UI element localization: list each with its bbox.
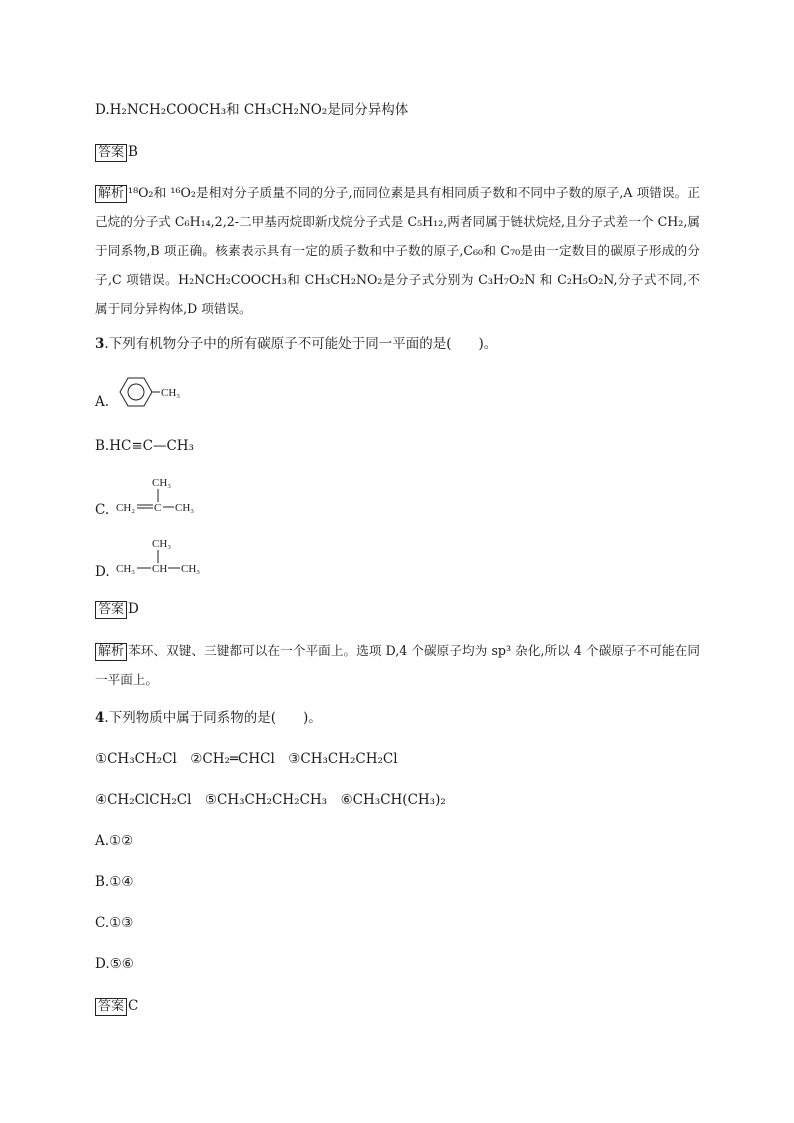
option-c-structure xyxy=(114,474,224,518)
d-center: CH xyxy=(152,563,168,575)
d-left-group: CH₃ xyxy=(116,563,136,575)
q3-stem-text: .下列有机物分子中的所有碳原子不可能处于同一平面的是( )。 xyxy=(104,336,498,352)
q2-option-d: D.H₂NCH₂COOCH₃和 CH₃CH₂NO₂是同分异构体 xyxy=(95,102,409,118)
c-top-methyl: CH₃ xyxy=(152,477,172,489)
q3-analysis xyxy=(95,636,700,694)
benzene-ring xyxy=(120,378,152,406)
analysis-text: ¹⁸O₂和 ¹⁶O₂是相对分子质量不同的分子,而同位素是具有相同质子数和不同中子数的原子,A 项错误。正己烷的分子式 C₆H₁₄,2,2-二甲基丙烷即新戊烷分子式是 C₅H₁₂,两者同属于链状烷烃,且分子式差一个 CH₂,属于同系物,B 项正确。核素表示具有一定的质子数和中子数的原子,C₆₀和 C₇₀是由一定数目的碳原子形成的分子,C 项错误。H₂NCH₂COOCH₃和 CH₃CH₂NO₂是分子式分别为 C₃H₇O₂N 和 C₂H₅O₂N,分子式不同,不属于同分异构体,D 项错误。 xyxy=(95,185,700,316)
d-top-methyl: CH₃ xyxy=(152,538,172,550)
c-left-group: CH₂ xyxy=(116,502,136,514)
q3-option-d-label: D. xyxy=(95,564,110,580)
c-center: C xyxy=(154,502,162,514)
q3-option-a-label: A. xyxy=(95,394,110,410)
q2-analysis xyxy=(95,178,700,323)
c-right-group: CH₃ xyxy=(175,502,195,514)
q4-option-a: A.①② xyxy=(95,833,134,849)
answer-value: C xyxy=(128,998,139,1014)
q3-option-c-label: C. xyxy=(95,502,110,518)
q2-answer-line xyxy=(95,142,138,162)
q4-stem xyxy=(95,708,322,728)
q4-stem-text: .下列物质中属于同系物的是( )。 xyxy=(104,710,322,726)
q4-answer-line xyxy=(95,996,138,1016)
q4-option-b: B.①④ xyxy=(95,874,134,890)
q4-option-c: C.①③ xyxy=(95,915,134,931)
d-right-group: CH₃ xyxy=(181,563,201,575)
q4-list-1: ①CH₃CH₂Cl ②CH₂═CHCl ③CH₃CH₂CH₂Cl xyxy=(95,751,398,767)
methyl-label: CH₃ xyxy=(161,387,181,399)
option-d-structure xyxy=(114,535,224,579)
answer-tag: 答案 xyxy=(95,998,127,1016)
q3-option-b: B.HC≡C—CH₃ xyxy=(95,438,194,454)
answer-tag: 答案 xyxy=(95,144,127,162)
q3-number: 3 xyxy=(95,336,105,352)
answer-value: D xyxy=(128,601,139,617)
analysis-tag: 解析 xyxy=(95,643,127,661)
toluene-structure xyxy=(114,372,194,412)
analysis-tag: 解析 xyxy=(95,185,127,203)
q3-answer-line xyxy=(95,599,139,619)
answer-value: B xyxy=(128,144,138,160)
analysis-text: 苯环、双键、三键都可以在一个平面上。选项 D,4 个碳原子均为 sp³ 杂化,所以 4 个碳原子不可能在同一平面上。 xyxy=(95,643,700,687)
q4-number: 4 xyxy=(95,710,105,726)
answer-tag: 答案 xyxy=(95,601,127,619)
q4-list-2: ④CH₂ClCH₂Cl ⑤CH₃CH₂CH₂CH₃ ⑥CH₃CH(CH₃)₂ xyxy=(95,792,446,808)
q4-option-d: D.⑤⑥ xyxy=(95,956,134,972)
aromatic-circle xyxy=(128,384,144,400)
q3-stem xyxy=(95,334,497,354)
